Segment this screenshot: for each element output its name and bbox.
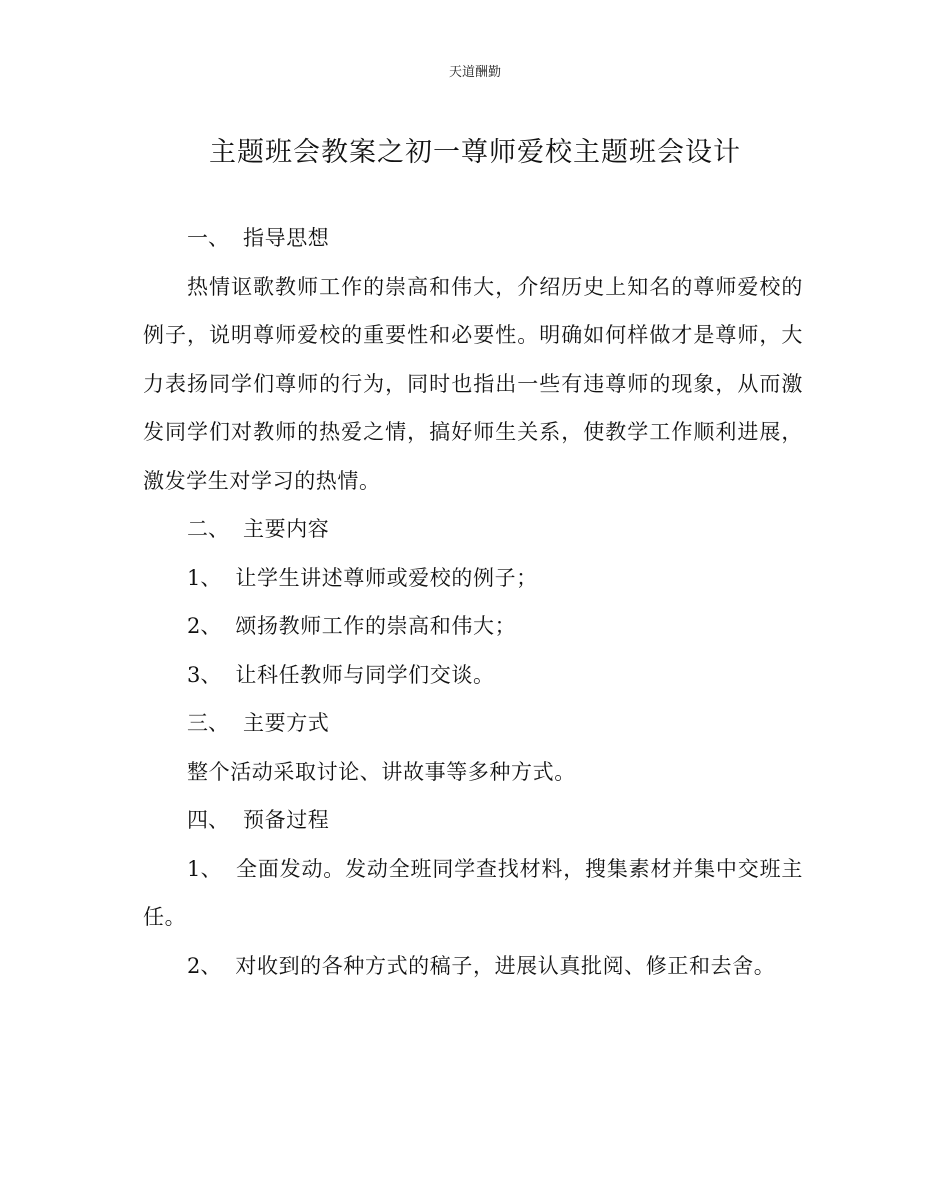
item-text: 让学生讲述尊师或爱校的例子；: [235, 565, 538, 590]
list-item: [143, 602, 803, 651]
list-item: [143, 942, 803, 991]
section-heading-preparation: [143, 796, 803, 845]
item-number: 1、: [187, 856, 222, 881]
section-heading-main-format: [143, 699, 803, 748]
section-number: 三、: [187, 711, 229, 735]
paragraph-guiding-thought: 热情讴歌教师工作的崇高和伟大，介绍历史上知名的尊师爱校的例子，说明尊师爱校的重要性和必要性。明确如何样做才是尊师，大力表扬同学们尊师的行为，同时也指出一些有违尊师的现象，从而激发同学们对教师的热爱之情，搞好师生关系，使教学工作顺利进展，激发学生对学习的热情。: [143, 274, 803, 493]
item-number: 2、: [187, 953, 222, 978]
list-item: [143, 845, 803, 942]
section-heading-guiding-thought: [143, 214, 803, 263]
item-text: 对收到的各种方式的稿子，进展认真批阅、修正和去舍。: [235, 953, 776, 978]
section-title: 主要方式: [243, 711, 330, 735]
item-number: 3、: [187, 662, 222, 687]
list-item: [143, 554, 803, 603]
section-number: 二、: [187, 517, 229, 541]
section-number: 四、: [187, 808, 229, 832]
section-title: 主要内容: [243, 517, 330, 541]
section-heading-main-content: [143, 505, 803, 554]
section-title: 指导思想: [243, 226, 330, 250]
item-text: 让科任教师与同学们交谈。: [235, 662, 495, 687]
item-text: 全面发动。发动全班同学查找材料，搜集素材并集中交班主任。: [143, 856, 803, 929]
section-title: 预备过程: [243, 808, 330, 832]
item-text: 颂扬教师工作的崇高和伟大；: [235, 614, 517, 638]
paragraph-main-format: 整个活动采取讨论、讲故事等多种方式。: [187, 759, 576, 784]
item-number: 1、: [187, 565, 222, 590]
item-number: 2、: [187, 614, 222, 638]
document-title: 主题班会教案之初一尊师爱校主题班会设计: [209, 137, 741, 168]
page-header: 天道酬勤: [448, 65, 501, 80]
section-number: 一、: [187, 226, 229, 250]
document-body: [143, 214, 803, 990]
list-item: [143, 651, 803, 700]
